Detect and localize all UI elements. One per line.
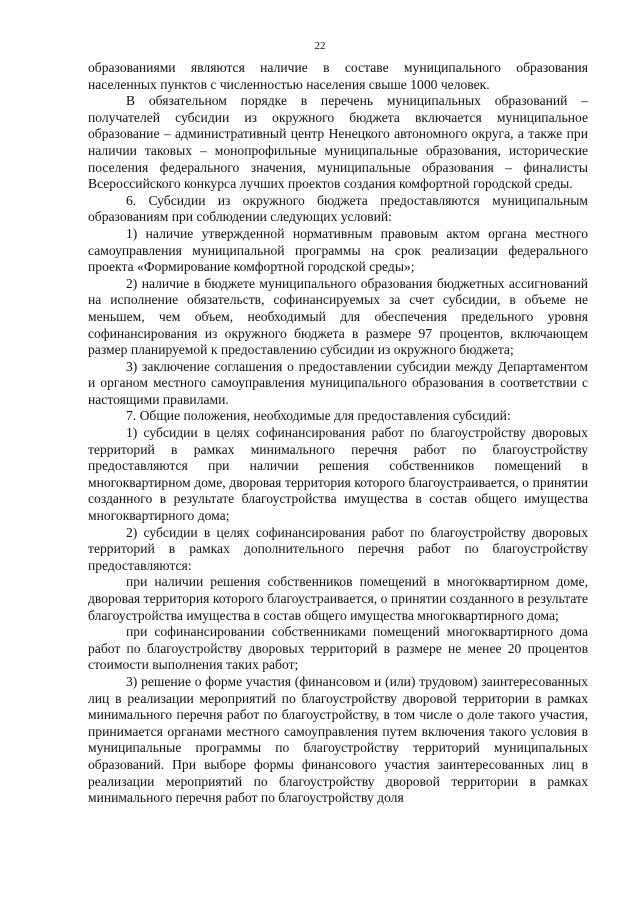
paragraph: В обязательном порядке в перечень муниципальных образований – получателей субсидии из окружного бюджета включается муниципальное образование – административный центр Ненецкого автономного округа, а также при наличии таковых – монопрофильные муниципальные образования, исторические поселения федерального значения, муниципальные образования – финалисты Всероссийского конкурса лучших проектов создания комфортной городской среды. (88, 93, 588, 192)
paragraph: 2) наличие в бюджете муниципального образования бюджетных ассигнований на исполнение обязательств, софинансируемых за счет субсидии, в объеме не меньшем, чем объем, необходимый для обеспечения предельного уровня софинансирования из окружного бюджета в размере 97 процентов, включающем размер планируемой к предоставлению субсидии из окружного бюджета; (88, 275, 588, 358)
paragraph: образованиями являются наличие в составе муниципального образования населенных пунктов с численностью населения свыше 1000 человек. (88, 60, 588, 92)
paragraph: 3) заключение соглашения о предоставлении субсидии между Департаментом и органом местного самоуправления муниципального образования в соответствии с настоящими правилами. (88, 358, 588, 407)
paragraph: 7. Общие положения, необходимые для предоставления субсидий: (126, 408, 511, 424)
paragraph: 1) субсидии в целях софинансирования работ по благоустройству дворовых территорий в рамках минимального перечня работ по благоустройству предоставляются при наличии решения собственников помещений в многоквартирном доме, дворовая территория которого благоустраивается, о принятии созданного в результате благоустройства имущества в состав общего имущества многоквартирного дома; (88, 425, 588, 524)
paragraph: 3) решение о форме участия (финансовом и (или) трудовом) заинтересованных лиц в реализации мероприятий по благоустройству дворовой территории в рамках минимального перечня работ по благоустройству, в том числе о доле такого участия, принимается органами местного самоуправления путем включения такого условия в муниципальные программы по благоустройству территорий муниципальных образований. При выборе формы финансового участия заинтересованных лиц в реализации мероприятий по благоустройству дворовой территории в рамках минимального перечня работ по благоустройству доля (88, 673, 588, 806)
paragraph: при софинансировании собственниками помещений многоквартирного дома работ по благоустройству дворовых территорий в размере не менее 20 процентов стоимости выполнения таких работ; (88, 624, 588, 673)
document-body (88, 60, 588, 807)
paragraph: 6. Субсидии из окружного бюджета предоставляются муниципальным образованиям при соблюдении следующих условий: (88, 192, 588, 225)
page-number: 22 (314, 40, 326, 52)
paragraph: при наличии решения собственников помещений в многоквартирном доме, дворовая территория которого благоустраивается, о принятии созданного в результате благоустройства имущества в состав общего имущества многоквартирного дома; (88, 574, 588, 623)
paragraph: 2) субсидии в целях софинансирования работ по благоустройству дворовых территорий в рамках дополнительного перечня работ по благоустройству предоставляются: (88, 524, 588, 573)
paragraph: 1) наличие утвержденной нормативным правовым актом органа местного самоуправления муниципальной программы на срок реализации федерального проекта «Формирование комфортной городской среды»; (88, 225, 588, 275)
